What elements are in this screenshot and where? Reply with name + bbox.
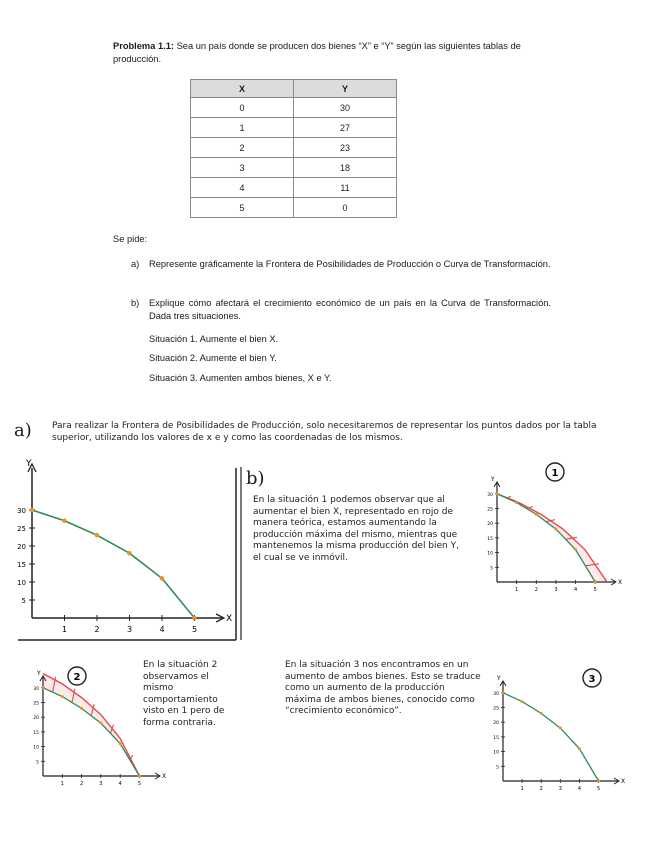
- item-b-label: b): [131, 298, 140, 308]
- x-tick-label: 5: [593, 587, 597, 593]
- y-tick-label: 10: [33, 745, 39, 751]
- y-tick-label: 5: [490, 566, 493, 572]
- x-tick-label: 5: [596, 786, 601, 792]
- y-tick-label: 15: [17, 561, 26, 569]
- circle-3-label: 3: [588, 674, 596, 685]
- y-tick-label: 25: [17, 525, 26, 533]
- y-tick-label: 30: [493, 691, 499, 697]
- x-tick-label: 4: [573, 587, 578, 593]
- y-tick-label: 5: [496, 765, 499, 771]
- table-cell: 18: [294, 158, 397, 178]
- problem-title: Problema 1.1:: [113, 41, 174, 51]
- x-tick-label: 4: [118, 781, 122, 787]
- y-tick-label: 30: [33, 686, 39, 692]
- y-tick-label: 25: [493, 706, 499, 712]
- answer-a-label: a): [14, 420, 32, 441]
- x-tick-label: 2: [539, 786, 543, 792]
- table-header-x: X: [191, 80, 294, 98]
- table-header-y: Y: [294, 80, 397, 98]
- situation-1: Situación 1. Aumente el bien X.: [149, 334, 279, 344]
- y-tick-label: 5: [36, 760, 39, 766]
- x-tick-label: 1: [515, 587, 519, 593]
- table-cell: 2: [191, 138, 294, 158]
- y-tick-label: 20: [33, 716, 39, 722]
- x-tick-label: 1: [520, 786, 524, 792]
- table-cell: 30: [294, 98, 397, 118]
- axis-y-label: Y: [491, 476, 495, 483]
- item-b-text: Explique cómo afectará el crecimiento económico de un país en la Curva de Transformación. Dada tres situaciones.: [149, 298, 551, 321]
- table-cell: 4: [191, 178, 294, 198]
- axis-x-label: X: [618, 579, 623, 586]
- item-a-label: a): [131, 259, 140, 269]
- y-tick-label: 15: [487, 536, 493, 542]
- x-tick-label: 5: [137, 781, 142, 787]
- x-tick-label: 5: [191, 625, 198, 634]
- situation-2: Situación 2. Aumente el bien Y.: [149, 353, 277, 363]
- x-tick-label: 4: [577, 786, 582, 792]
- table-cell: 0: [294, 198, 397, 218]
- y-tick-label: 25: [487, 507, 493, 513]
- x-tick-label: 2: [534, 587, 538, 593]
- axis-y-label: Y: [497, 675, 501, 682]
- y-tick-label: 30: [487, 492, 493, 498]
- y-tick-label: 10: [17, 579, 26, 587]
- answer-b-label: b): [246, 468, 265, 489]
- x-tick-label: 2: [79, 781, 84, 787]
- y-tick-label: 20: [493, 721, 499, 727]
- table-cell: 1: [191, 118, 294, 138]
- x-tick-label: 3: [558, 786, 562, 792]
- se-pide-heading: Se pide:: [113, 234, 148, 244]
- x-tick-label: 3: [554, 587, 558, 593]
- table-cell: 11: [294, 178, 397, 198]
- x-tick-label: 2: [94, 625, 100, 634]
- axis-y-label: Y: [37, 670, 41, 677]
- table-cell: 3: [191, 158, 294, 178]
- axis-y-label: Y: [26, 459, 32, 469]
- circle-2-label: 2: [73, 672, 81, 683]
- y-tick-label: 30: [17, 507, 26, 515]
- situation-3-explanation: En la situación 3 nos encontramos en un aumento de ambos bienes. Esto se traduce como un aumento de la producción máxima de ambos bienes, conocido como “crecimiento económico”.: [285, 660, 481, 716]
- table-cell: 23: [294, 138, 397, 158]
- situation-2-explanation: En la situación 2 observamos el mismo comportamiento visto en 1 pero de forma contraria.: [143, 660, 225, 728]
- item-a-text: Represente gráficamente la Frontera de Posibilidades de Producción o Curva de Transformación.: [149, 259, 551, 269]
- x-tick-label: 1: [60, 781, 64, 787]
- y-tick-label: 10: [487, 551, 493, 557]
- axis-x-label: X: [621, 778, 626, 785]
- situation-1-explanation: En la situación 1 podemos observar que al aumentar el bien X, representado en rojo de manera teórica, estamos aumentando la producción máxima del mismo, mientras que mantenemos la misma producción del bien Y, el cual se ve inmóvil.: [253, 495, 459, 563]
- y-tick-label: 15: [493, 735, 499, 741]
- y-tick-label: 5: [21, 597, 26, 605]
- situation-3: Situación 3. Aumenten ambos bienes, X e Y.: [149, 373, 332, 383]
- answer-a-text: Para realizar la Frontera de Posibilidades de Producción, solo necesitaremos de representar los puntos dados por la tabla superior, utilizando los valores de x e y como las coordenadas de los mismos.: [52, 421, 597, 443]
- y-tick-label: 15: [33, 730, 39, 736]
- problem-text: Sea un país donde se producen dos bienes “X” e “Y” según las siguientes tablas de producción.: [113, 41, 521, 64]
- table-cell: 5: [191, 198, 294, 218]
- x-tick-label: 1: [61, 625, 68, 634]
- x-tick-label: 3: [126, 625, 133, 634]
- circle-1-label: 1: [551, 468, 559, 479]
- y-tick-label: 20: [17, 543, 26, 551]
- x-tick-label: 3: [99, 781, 103, 787]
- y-tick-label: 25: [33, 701, 39, 707]
- axis-x-label: X: [162, 773, 167, 780]
- axis-x-label: X: [226, 614, 233, 624]
- y-tick-label: 20: [487, 522, 493, 528]
- y-tick-label: 10: [493, 750, 499, 756]
- x-tick-label: 4: [159, 625, 165, 634]
- table-cell: 0: [191, 98, 294, 118]
- table-cell: 27: [294, 118, 397, 138]
